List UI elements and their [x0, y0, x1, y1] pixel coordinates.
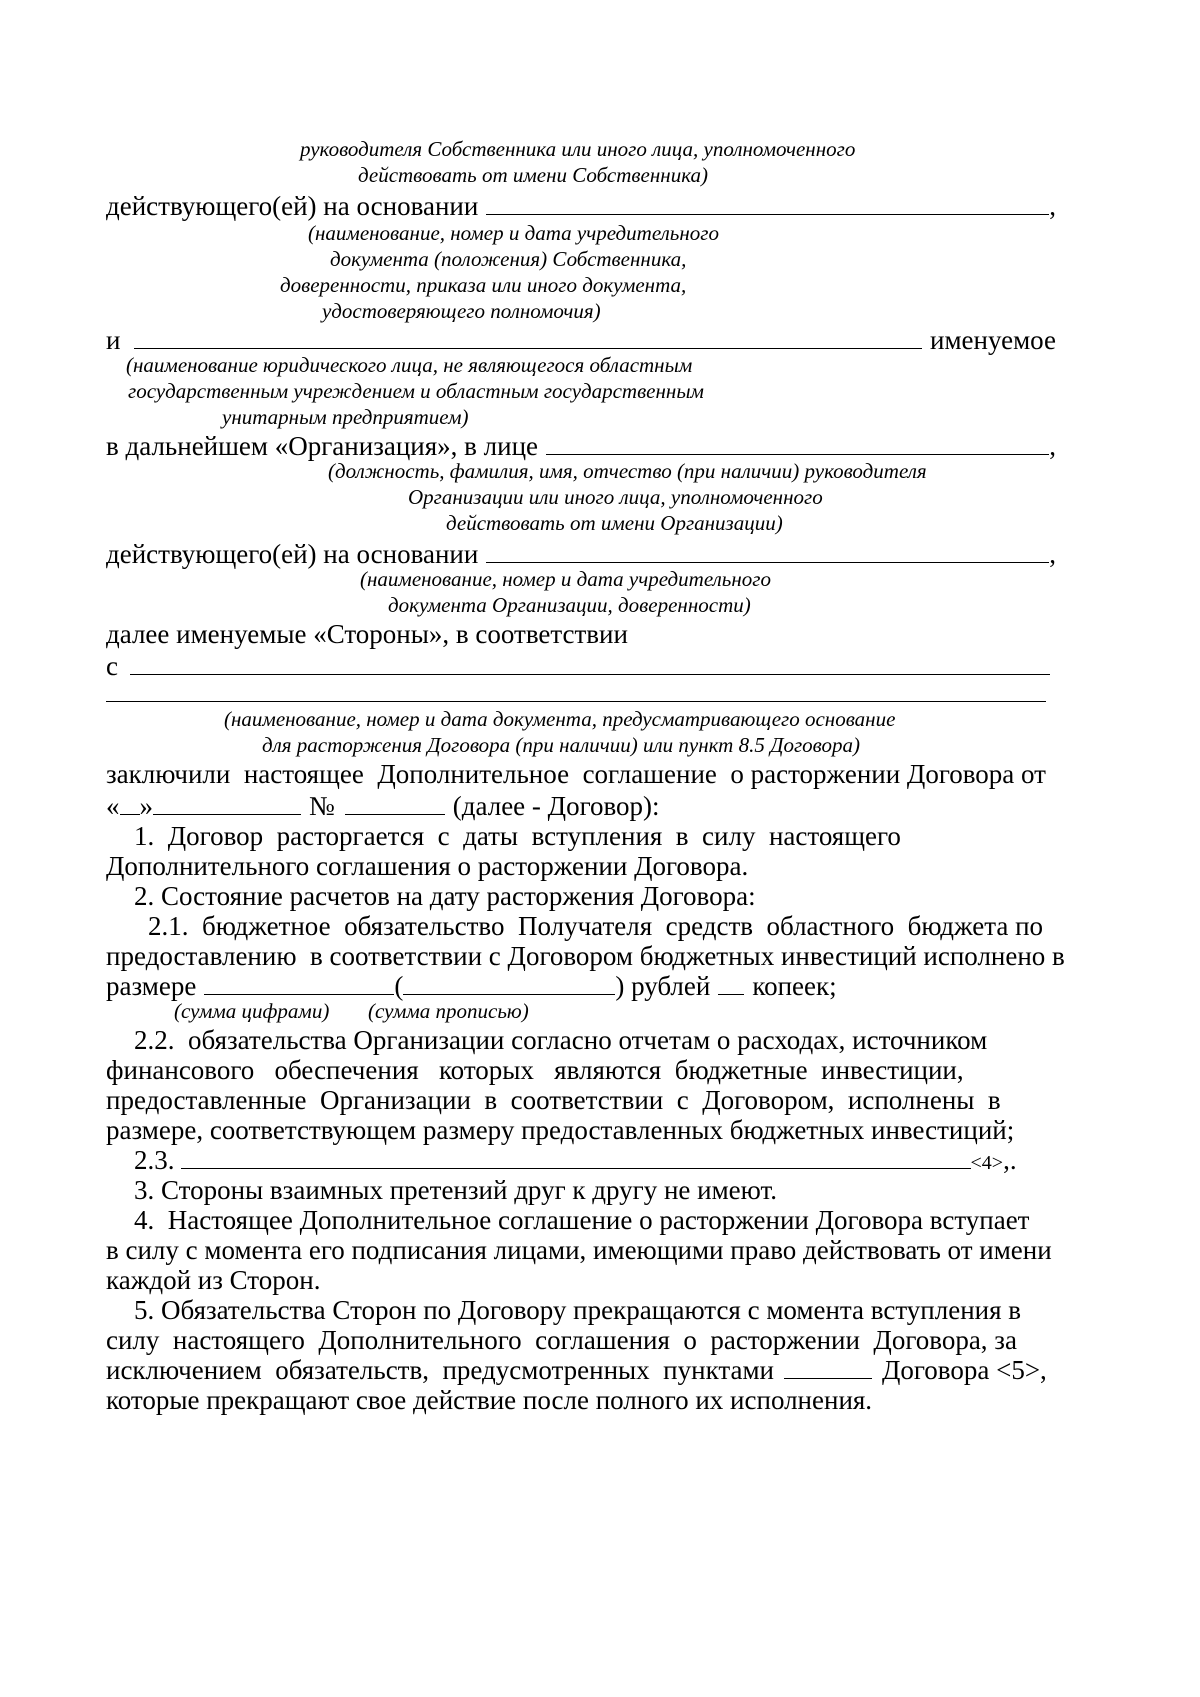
item-2-1-line-2: предоставлению в соответствии с Договором бюджетных инвестиций исполнено в [106, 941, 1065, 971]
note-org-name-3: унитарным предприятием) [222, 405, 469, 429]
item-5-exception-label: исключением обязательств, предусмотренных пунктами [106, 1355, 774, 1385]
date-open-quote: « [106, 791, 120, 821]
owner-basis-blank[interactable] [486, 213, 1049, 215]
owner-basis-line [106, 190, 1056, 222]
org-name-blank[interactable] [134, 347, 922, 349]
kopecks-label: копеек; [752, 971, 837, 1001]
comma: , [1049, 539, 1056, 569]
note-org-head-2: Организации или иного лица, уполномоченного [408, 485, 823, 509]
kopecks-blank[interactable] [718, 993, 744, 995]
note-owner-doc-3: доверенности, приказа или иного документа, [280, 273, 687, 297]
item-5-line-2: силу настоящего Дополнительного соглашения о расторжении Договора, за [106, 1325, 1017, 1355]
item-2-1-line-1: 2.1. бюджетное обязательство Получателя средств областного бюджета по [148, 911, 1044, 941]
basis-doc-blank-1[interactable] [130, 673, 1050, 675]
item-5-line-3 [106, 1354, 1056, 1386]
note-org-doc-1: (наименование, номер и дата учредительного [360, 567, 771, 591]
further-org-label: в дальнейшем «Организация», в лице [106, 431, 539, 461]
acting-basis-label: действующего(ей) на основании [106, 191, 479, 221]
item-1-line-1: 1. Договор расторгается с даты вступления в силу настоящего [134, 821, 901, 851]
note-org-head-3: действовать от имени Организации) [446, 511, 783, 535]
parties-line: далее именуемые «Стороны», в соответствии [106, 619, 628, 649]
note-owner-doc-1: (наименование, номер и дата учредительного [308, 221, 719, 245]
sum-words-blank[interactable] [403, 993, 615, 995]
note-sum-digits: (сумма цифрами) [174, 999, 330, 1023]
month-year-blank[interactable] [153, 813, 301, 815]
note-org-name-2: государственным учреждением и областным государственным [128, 379, 704, 403]
note-owner-doc-2: документа (положения) Собственника, [330, 247, 687, 271]
with-label: с [106, 651, 118, 681]
note-org-head-1: (должность, фамилия, имя, отчество (при наличии) руководителя [328, 459, 927, 483]
item-3-line: 3. Стороны взаимных претензий друг к другу не имеют. [134, 1175, 778, 1205]
paren-open: ( [394, 971, 404, 1001]
contract-date-line [106, 790, 1056, 822]
item-4-line-2: в силу с момента его подписания лицами, имеющими право действовать от имени [106, 1235, 1052, 1265]
item-4-line-1: 4. Настоящее Дополнительное соглашение о расторжении Договора вступает [134, 1205, 1030, 1235]
org-basis-blank[interactable] [486, 561, 1049, 563]
hereinafter-label: (далее - Договор): [452, 791, 660, 821]
item-2-2-line-2: финансового обеспечения которых являются бюджетные инвестиции, [106, 1055, 964, 1085]
note-owner-doc-4: удостоверяющего полномочия) [322, 299, 601, 323]
comma: , [1049, 431, 1056, 461]
concluded-line: заключили настоящее Дополнительное соглашение о расторжении Договора от [106, 759, 1046, 789]
note-org-doc-2: документа Организации, доверенности) [388, 593, 751, 617]
and-label: и [106, 325, 121, 355]
item-5-line-4: которые прекращают свое действие после полного их исполнения. [106, 1385, 873, 1415]
item-2-line: 2. Состояние расчетов на дату расторжения Договора: [134, 881, 756, 911]
named-label: именуемое [930, 325, 1056, 355]
comma: , [1049, 191, 1056, 221]
item-5-contract-ref: Договора <5>, [881, 1355, 1047, 1385]
note-sum-words: (сумма прописью) [368, 999, 529, 1023]
note-org-name-1: (наименование юридического лица, не являющегося областным [126, 353, 693, 377]
date-close-quote: » [139, 791, 153, 821]
number-sign: № [309, 791, 335, 821]
note-owner-head-2: действовать от имени Собственника) [358, 163, 708, 187]
item-2-3-blank[interactable] [181, 1167, 971, 1169]
acting-basis-label: действующего(ей) на основании [106, 539, 479, 569]
footnote-ref-4: <4> [970, 1152, 1004, 1174]
item-1-line-2: Дополнительного соглашения о расторжении Договора. [106, 851, 749, 881]
note-basis-2: для расторжения Договора (при наличии) или пункт 8.5 Договора) [262, 733, 860, 757]
item-5-line-1: 5. Обязательства Сторон по Договору прекращаются с момента вступления в [134, 1295, 1022, 1325]
note-owner-head-1: руководителя Собственника или иного лица, уполномоченного [300, 137, 856, 161]
item-2-3-tail: ,. [1003, 1145, 1017, 1175]
basis-doc-line [106, 650, 1056, 682]
clauses-blank[interactable] [784, 1377, 872, 1379]
item-4-line-3: каждой из Сторон. [106, 1265, 321, 1295]
item-2-2-line-3: предоставленные Организации в соответствии с Договором, исполнены в [106, 1085, 1001, 1115]
basis-doc-blank-2[interactable] [106, 700, 1046, 702]
rubles-label: ) рублей [615, 971, 711, 1001]
amount-size-label: размере [106, 971, 197, 1001]
org-head-blank[interactable] [546, 453, 1049, 455]
day-blank[interactable] [120, 813, 140, 815]
sum-digits-blank[interactable] [204, 993, 394, 995]
note-basis-1: (наименование, номер и дата документа, предусматривающего основание [224, 707, 896, 731]
item-2-2-line-4: размере, соответствующем размеру предоставленных бюджетных инвестиций; [106, 1115, 1015, 1145]
item-2-3-number: 2.3. [134, 1145, 175, 1175]
item-2-2-line-1: 2.2. обязательства Организации согласно отчетам о расходах, источником [134, 1025, 988, 1055]
contract-number-blank[interactable] [345, 813, 445, 815]
